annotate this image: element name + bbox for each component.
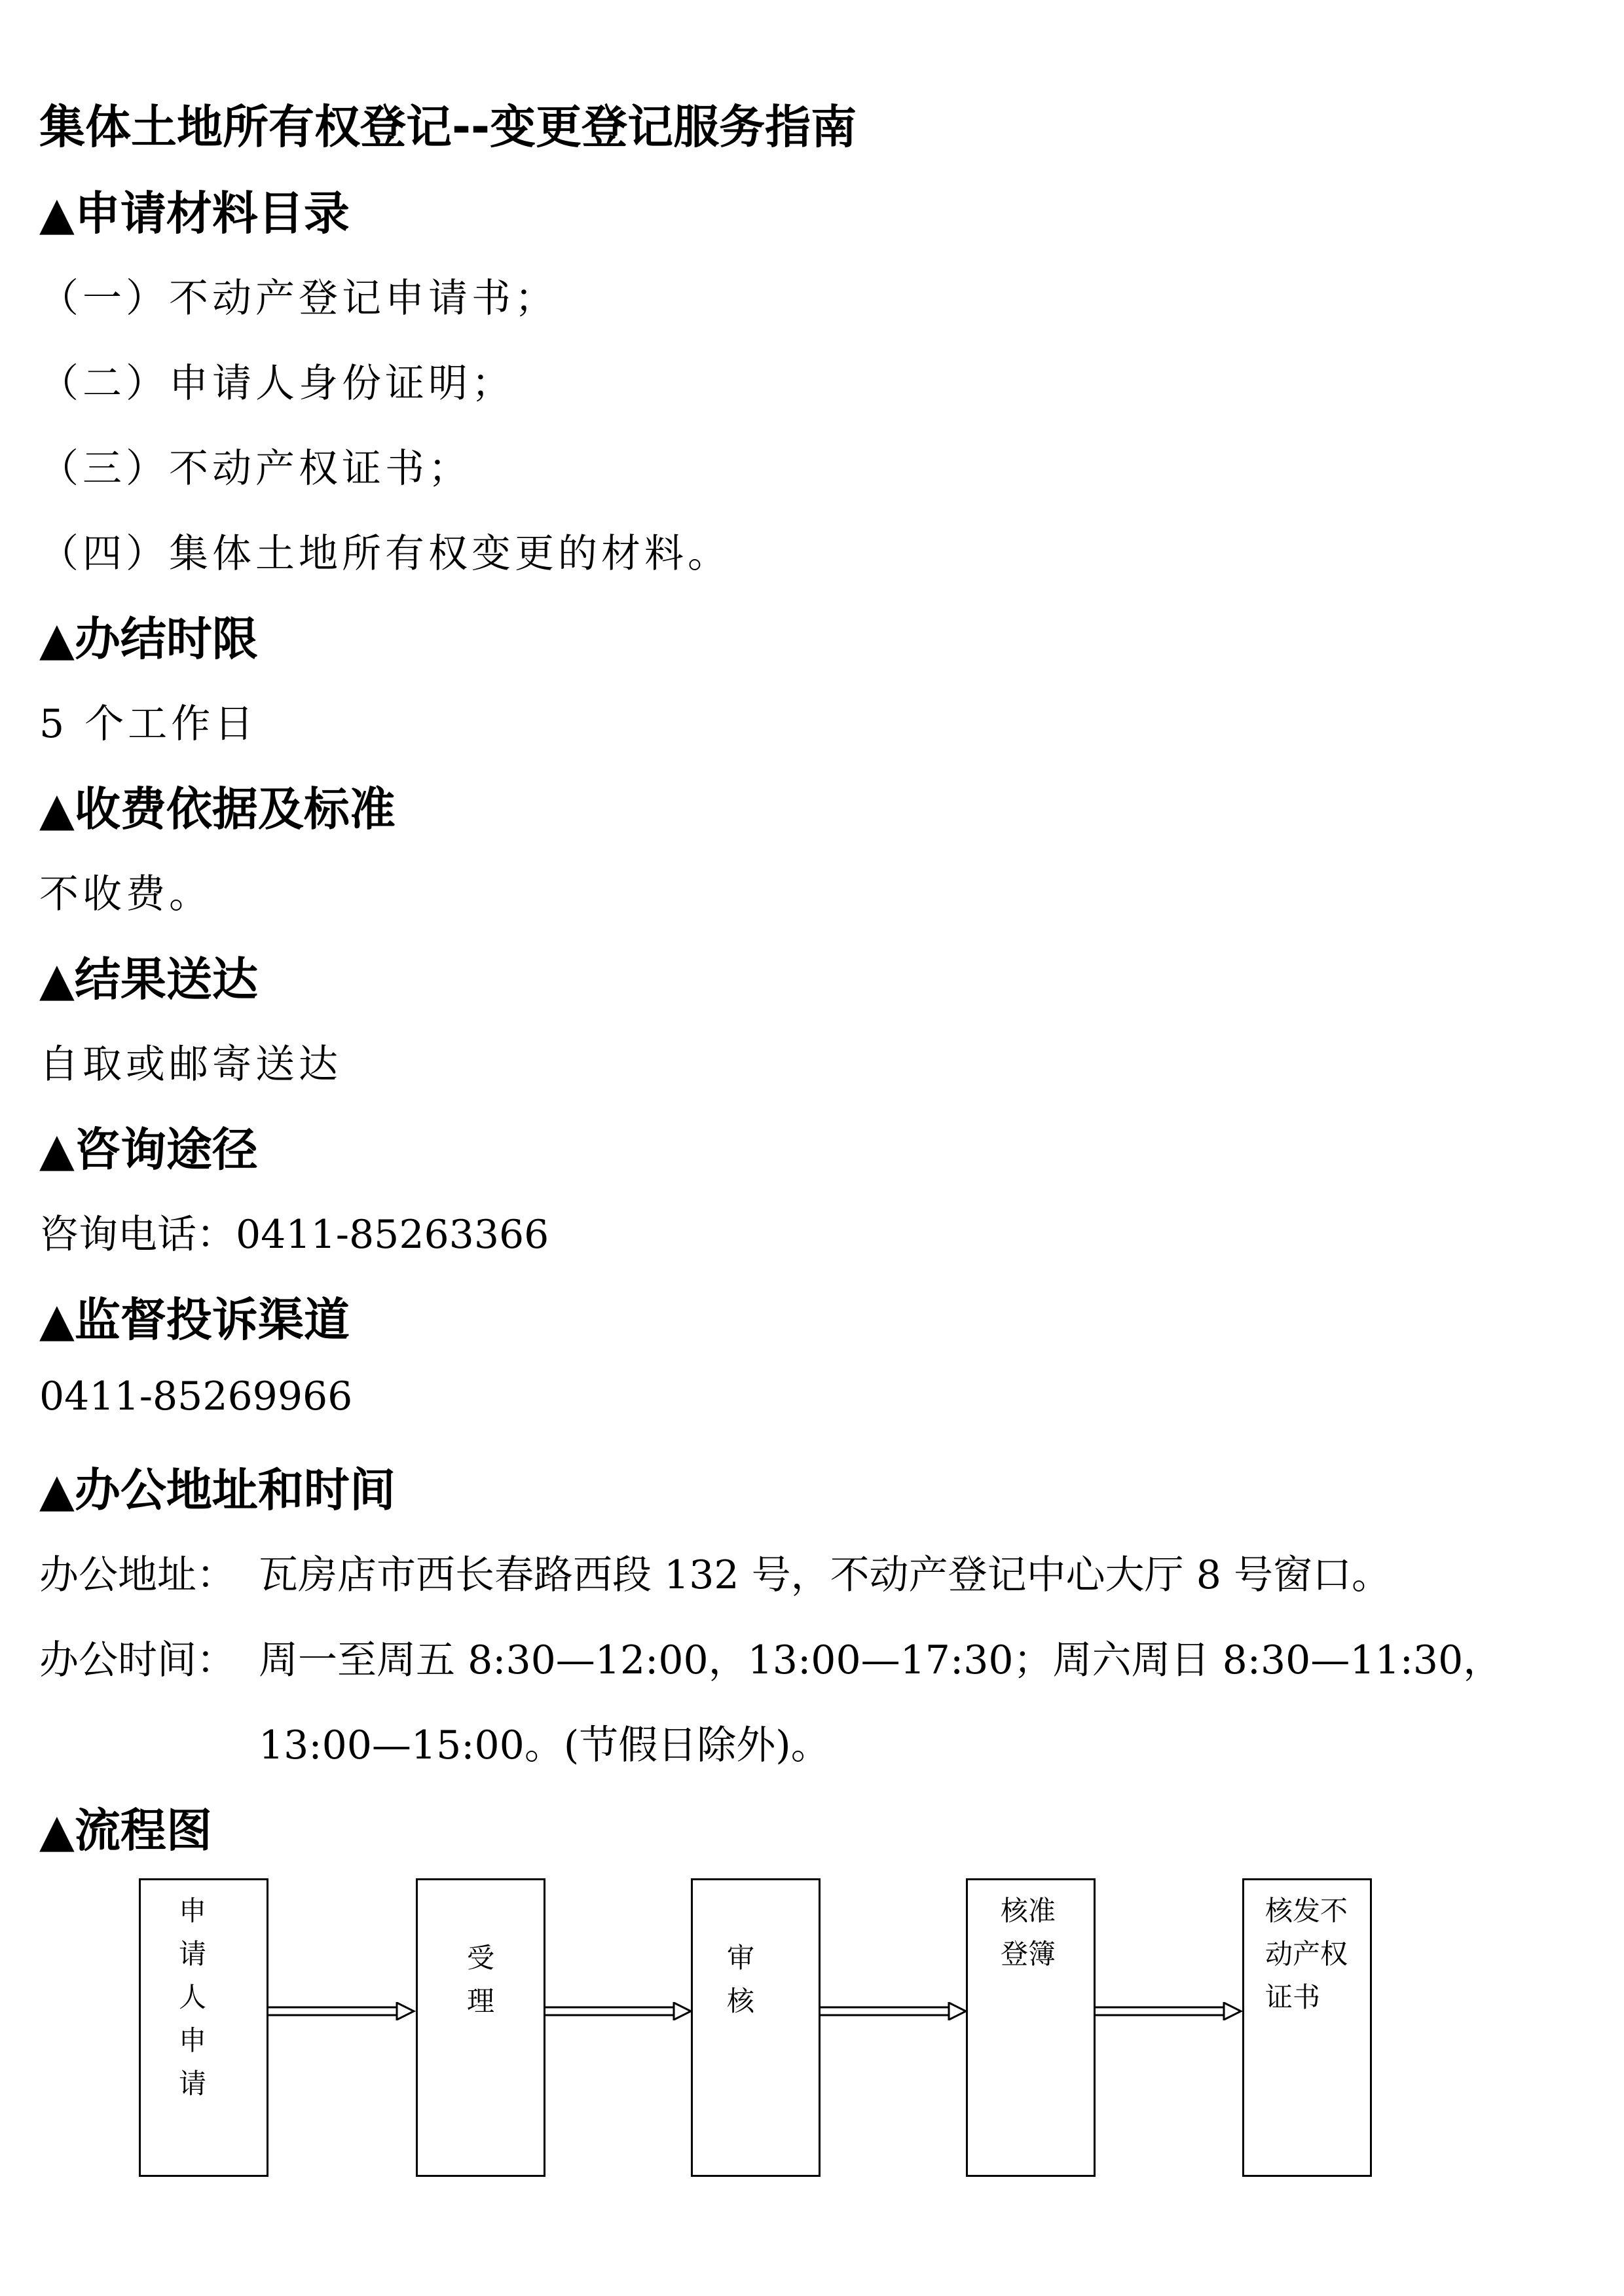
- flow-step-apply: [139, 1878, 268, 2177]
- complaint-phone: 0411-85269966: [39, 1374, 353, 1419]
- complaint-heading: ▲监督投诉渠道: [39, 1293, 350, 1347]
- flow-step-accept: [416, 1878, 545, 2177]
- flow-step-label: 受 理: [467, 1942, 495, 2017]
- material-item: （三）不动产权证书；: [39, 446, 471, 492]
- flow-step-approve-register: [966, 1878, 1096, 2177]
- material-item: （一）不动产登记申请书；: [39, 276, 558, 321]
- time-limit-heading: ▲办结时限: [39, 612, 258, 666]
- fees-heading: ▲收费依据及标准: [39, 782, 396, 836]
- flow-step-label: 核发不 动产权 证书: [1265, 1895, 1348, 2013]
- consult-heading: ▲咨询途径: [39, 1123, 258, 1176]
- flow-step-issue-certificate: [1242, 1878, 1372, 2177]
- flow-step-label: 审 核: [727, 1942, 755, 2017]
- office-hours-line1: 周一至周五 8:30—12:00，13:00—17:30；周六周日 8:30—11:30，: [259, 1637, 1503, 1683]
- flow-arrow: [545, 2002, 693, 2020]
- office-hours-line2: 13:00—15:00。(节假日除外)。: [259, 1722, 830, 1768]
- flow-step-label: 核准 登簿: [1001, 1895, 1056, 1970]
- office-heading: ▲办公地址和时间: [39, 1463, 396, 1517]
- materials-heading: ▲申请材料目录: [39, 187, 350, 240]
- office-address-label: 办公地址：: [39, 1552, 236, 1598]
- office-address: 瓦房店市西长春路西段 132 号，不动产登记中心大厅 8 号窗口。: [259, 1552, 1391, 1598]
- consult-phone: 咨询电话：0411-85263366: [39, 1212, 549, 1258]
- time-limit-text: 5 个工作日: [39, 701, 258, 747]
- delivery-text: 自取或邮寄送达: [39, 1042, 342, 1087]
- flow-arrow: [821, 2002, 968, 2020]
- delivery-heading: ▲结果送达: [39, 953, 258, 1006]
- material-item: （二）申请人身份证明；: [39, 361, 515, 407]
- flow-step-review: [691, 1878, 821, 2177]
- page-title: 集体土地所有权登记--变更登记服务指南: [39, 100, 857, 154]
- office-hours-label: 办公时间：: [39, 1637, 236, 1683]
- flow-arrow: [268, 2002, 416, 2020]
- material-item: （四）集体土地所有权变更的材料。: [39, 531, 731, 577]
- flow-step-label: 申 请 人 申 请: [179, 1895, 207, 2100]
- fees-text: 不收费。: [39, 871, 212, 917]
- flowchart-heading: ▲流程图: [39, 1804, 212, 1857]
- flow-arrow: [1096, 2002, 1243, 2020]
